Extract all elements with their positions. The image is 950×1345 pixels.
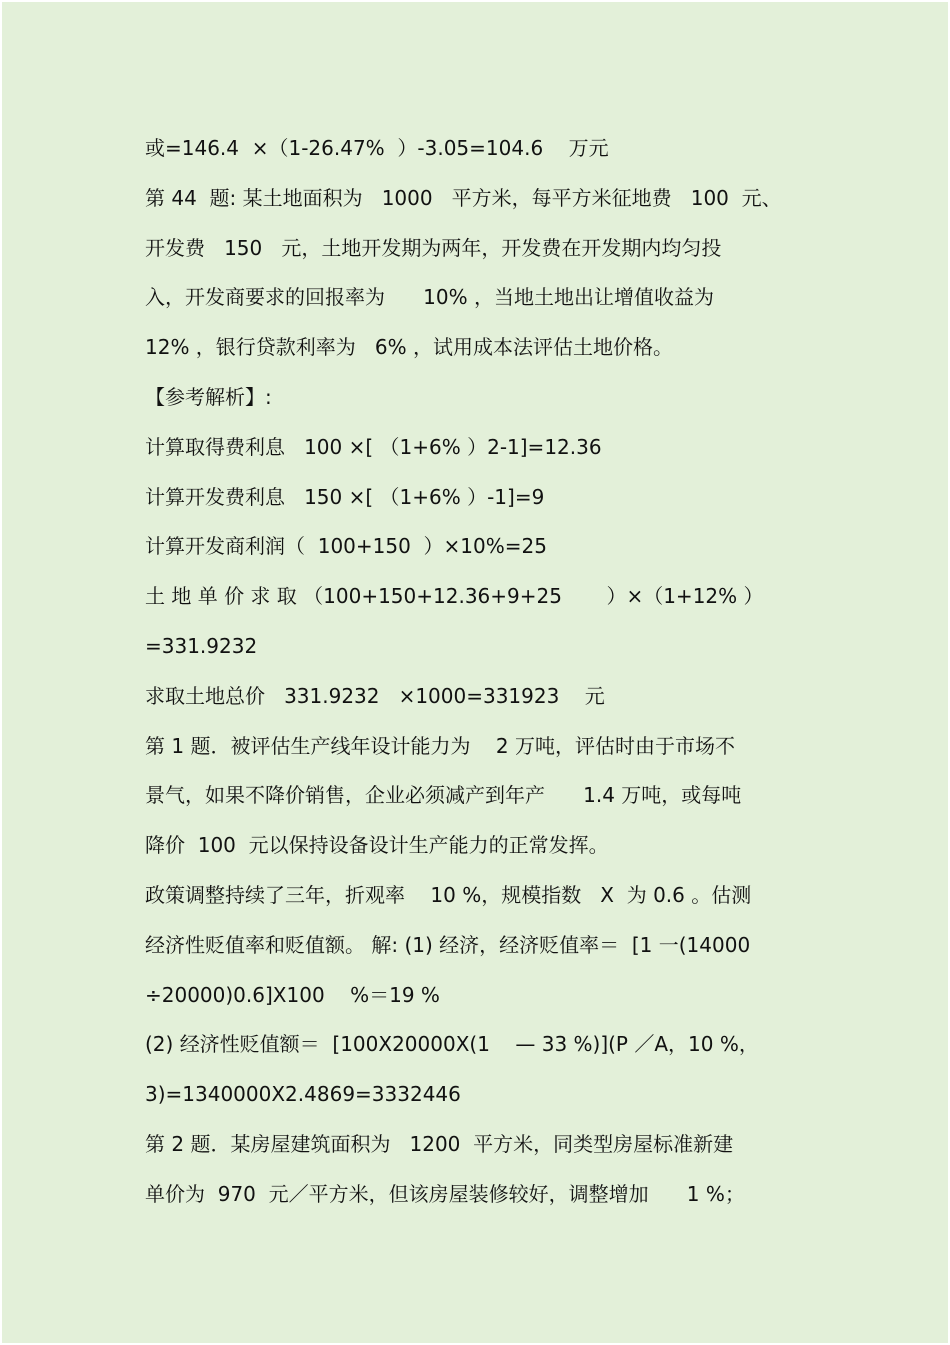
text-line: 降价 100 元以保持设备设计生产能力的正常发挥。 [145, 833, 609, 858]
text-line: 12% ，银行贷款利率为 6% ，试用成本法评估土地价格。 [145, 335, 673, 360]
text-line: 景气，如果不降价销售，企业必须减产到年产 1.4 万吨，或每吨 [145, 783, 742, 808]
text-line: 经济性贬值率和贬值额。 解: (1) 经济，经济贬值率＝ [1 一(14000 [145, 932, 751, 957]
text-line: 政策调整持续了三年，折观率 10 %，规模指数 X 为 0.6 。估测 [145, 882, 752, 907]
text-line: =331.9232 [145, 633, 258, 658]
text-line: 计算取得费利息 100 ×[ （1+6% ）2-1]=12.36 [145, 434, 602, 459]
text-line: 第 2 题．某房屋建筑面积为 1200 平方米，同类型房屋标准新建 [145, 1131, 734, 1156]
text-line: 或=146.4 ×（1-26.47% ）-3.05=104.6 万元 [145, 136, 609, 160]
document-body [145, 124, 815, 1220]
text-line: 计算开发费利息 150 ×[ （1+6% ）-1]=9 [145, 484, 545, 509]
text-line: 第 44 题: 某土地面积为 1000 平方米，每平方米征地费 100 元、 [145, 185, 782, 210]
text-line: (2) 经济性贬值额＝ [100X20000X(1 — 33 %)](P ／A，10 %， [145, 1032, 759, 1057]
text-line: 土 地 单 价 求 取 （100+150+12.36+9+25 ）×（1+12% ） [145, 584, 764, 609]
section-heading: 【参考解析】: [145, 384, 272, 409]
text-line: 求取土地总价 331.9232 ×1000=331923 元 [145, 683, 605, 708]
text-line: 第 1 题．被评估生产线年设计能力为 2 万吨，评估时由于市场不 [145, 733, 735, 758]
document-page [2, 2, 948, 1343]
text-line: 单价为 970 元／平方米，但该房屋装修较好，调整增加 1 %； [145, 1181, 745, 1206]
text-line: 计算开发商利润（ 100+150 ）×10%=25 [145, 534, 547, 559]
text-line: ÷20000)0.6]X100 %＝19 % [145, 982, 440, 1007]
text-line: 开发费 150 元，土地开发期为两年，开发费在开发期内均匀投 [145, 235, 722, 260]
text-line: 入，开发商要求的回报率为 10% ，当地土地出让增值收益为 [145, 285, 714, 310]
text-line: 3)=1340000X2.4869=3332446 [145, 1082, 461, 1107]
